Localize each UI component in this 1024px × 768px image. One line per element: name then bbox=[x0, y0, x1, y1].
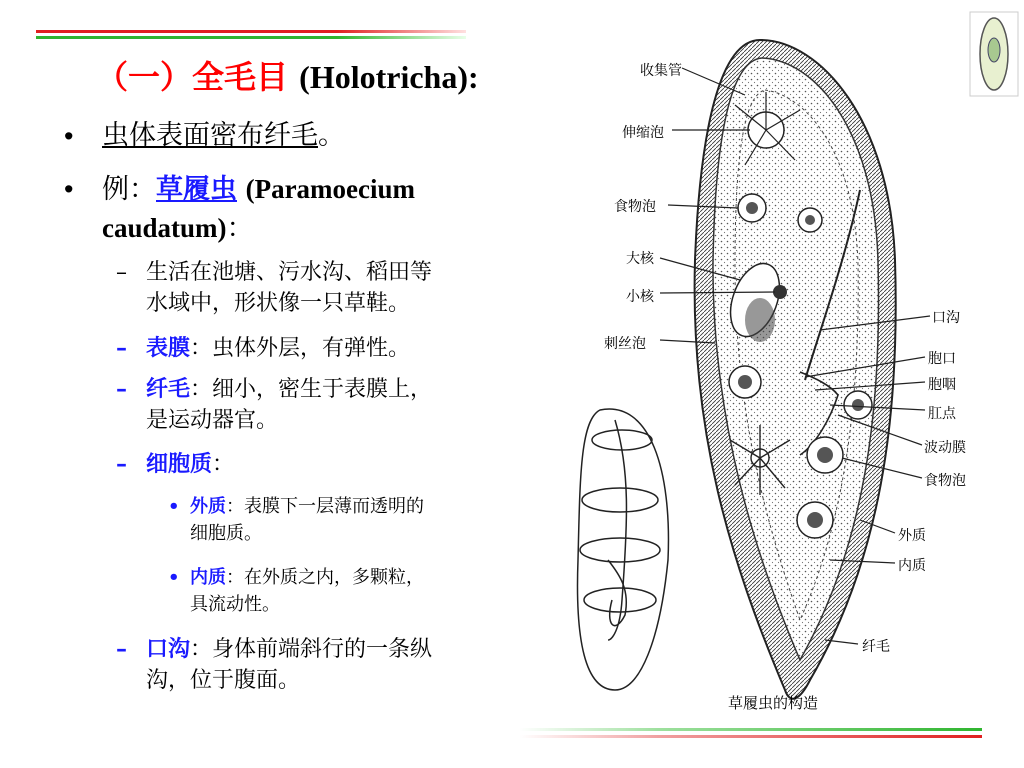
diagram-caption: 草履虫的构造 bbox=[728, 694, 819, 712]
label-cytostome: 胞口 bbox=[928, 351, 956, 367]
label-contractile-vacuole: 伸缩泡 bbox=[622, 125, 664, 141]
cilia-text-1: ：细小，密生于表膜上， bbox=[190, 377, 433, 402]
bullet-dot: • bbox=[64, 121, 74, 151]
dash-marker: – bbox=[116, 260, 127, 285]
side-view-outline bbox=[577, 409, 668, 690]
oral-groove-text-2: 沟，位于腹面。 bbox=[146, 668, 301, 693]
label-food-vacuole-left: 食物泡 bbox=[614, 199, 656, 215]
title-latin: (Holotricha): bbox=[299, 59, 479, 95]
label-undulating-membrane: 波动膜 bbox=[924, 440, 966, 456]
pellicle-text: ：虫体外层，有弹性。 bbox=[190, 336, 411, 361]
cilia-text-2: 是运动器官。 bbox=[146, 408, 279, 433]
label-ectoplasm: 外质 bbox=[898, 528, 926, 544]
example-prefix: 例： bbox=[102, 174, 156, 205]
label-food-vacuole-right: 食物泡 bbox=[924, 473, 966, 489]
bullet-dot: • bbox=[168, 567, 180, 588]
endoplasm-text-2: 具流动性。 bbox=[190, 594, 280, 615]
bullet-text: 虫体表面密布纤毛 bbox=[102, 120, 318, 151]
endoplasm-term: 内质 bbox=[190, 567, 226, 588]
label-trichocyst: 刺丝泡 bbox=[604, 336, 646, 352]
ectoplasm-term: 外质 bbox=[190, 496, 226, 517]
pellicle-term: 表膜 bbox=[146, 335, 191, 361]
oral-groove-text-1: ：身体前端斜行的一条纵 bbox=[190, 637, 433, 662]
bullet-dot: • bbox=[168, 496, 180, 517]
title-chinese: （一）全毛目 bbox=[96, 58, 289, 96]
thumbnail-image bbox=[970, 12, 1018, 96]
label-cytopharynx: 胞咽 bbox=[928, 377, 956, 393]
example-latin-2: caudatum) bbox=[102, 213, 227, 243]
cilia-term: 纤毛 bbox=[146, 376, 191, 402]
example-colon: ： bbox=[226, 213, 254, 244]
label-collecting-canal: 收集管 bbox=[640, 63, 682, 79]
label-endoplasm: 内质 bbox=[898, 558, 926, 574]
endoplasm-text-1: ：在外质之内，多颗粒， bbox=[226, 567, 424, 588]
label-micronucleus: 小核 bbox=[626, 289, 654, 305]
bullet-period: 。 bbox=[318, 120, 345, 151]
example-latin: (Paramoecium bbox=[245, 174, 416, 204]
habitat-line-2: 水域中，形状像一只草鞋。 bbox=[146, 291, 411, 316]
cytoplasm-colon: ： bbox=[212, 452, 235, 477]
example-name: 草履虫 bbox=[156, 174, 237, 205]
dash-marker: – bbox=[116, 335, 127, 361]
bullet-dot: • bbox=[64, 174, 74, 204]
ectoplasm-text-1: ：表膜下一层薄而透明的 bbox=[226, 496, 424, 517]
habitat-line-1: 生活在池塘、污水沟、稻田等 bbox=[146, 260, 433, 285]
dash-marker: – bbox=[116, 636, 127, 662]
label-cytoproct: 肛点 bbox=[928, 406, 956, 422]
ectoplasm-text-2: 细胞质。 bbox=[190, 523, 262, 544]
label-macronucleus: 大核 bbox=[626, 251, 654, 267]
label-oral-groove: 口沟 bbox=[932, 310, 960, 326]
dash-marker: – bbox=[116, 376, 127, 402]
dash-marker: – bbox=[116, 451, 127, 477]
oral-groove-term: 口沟 bbox=[146, 636, 191, 662]
cytoplasm-term: 细胞质 bbox=[146, 451, 213, 477]
label-cilia: 纤毛 bbox=[862, 639, 890, 655]
